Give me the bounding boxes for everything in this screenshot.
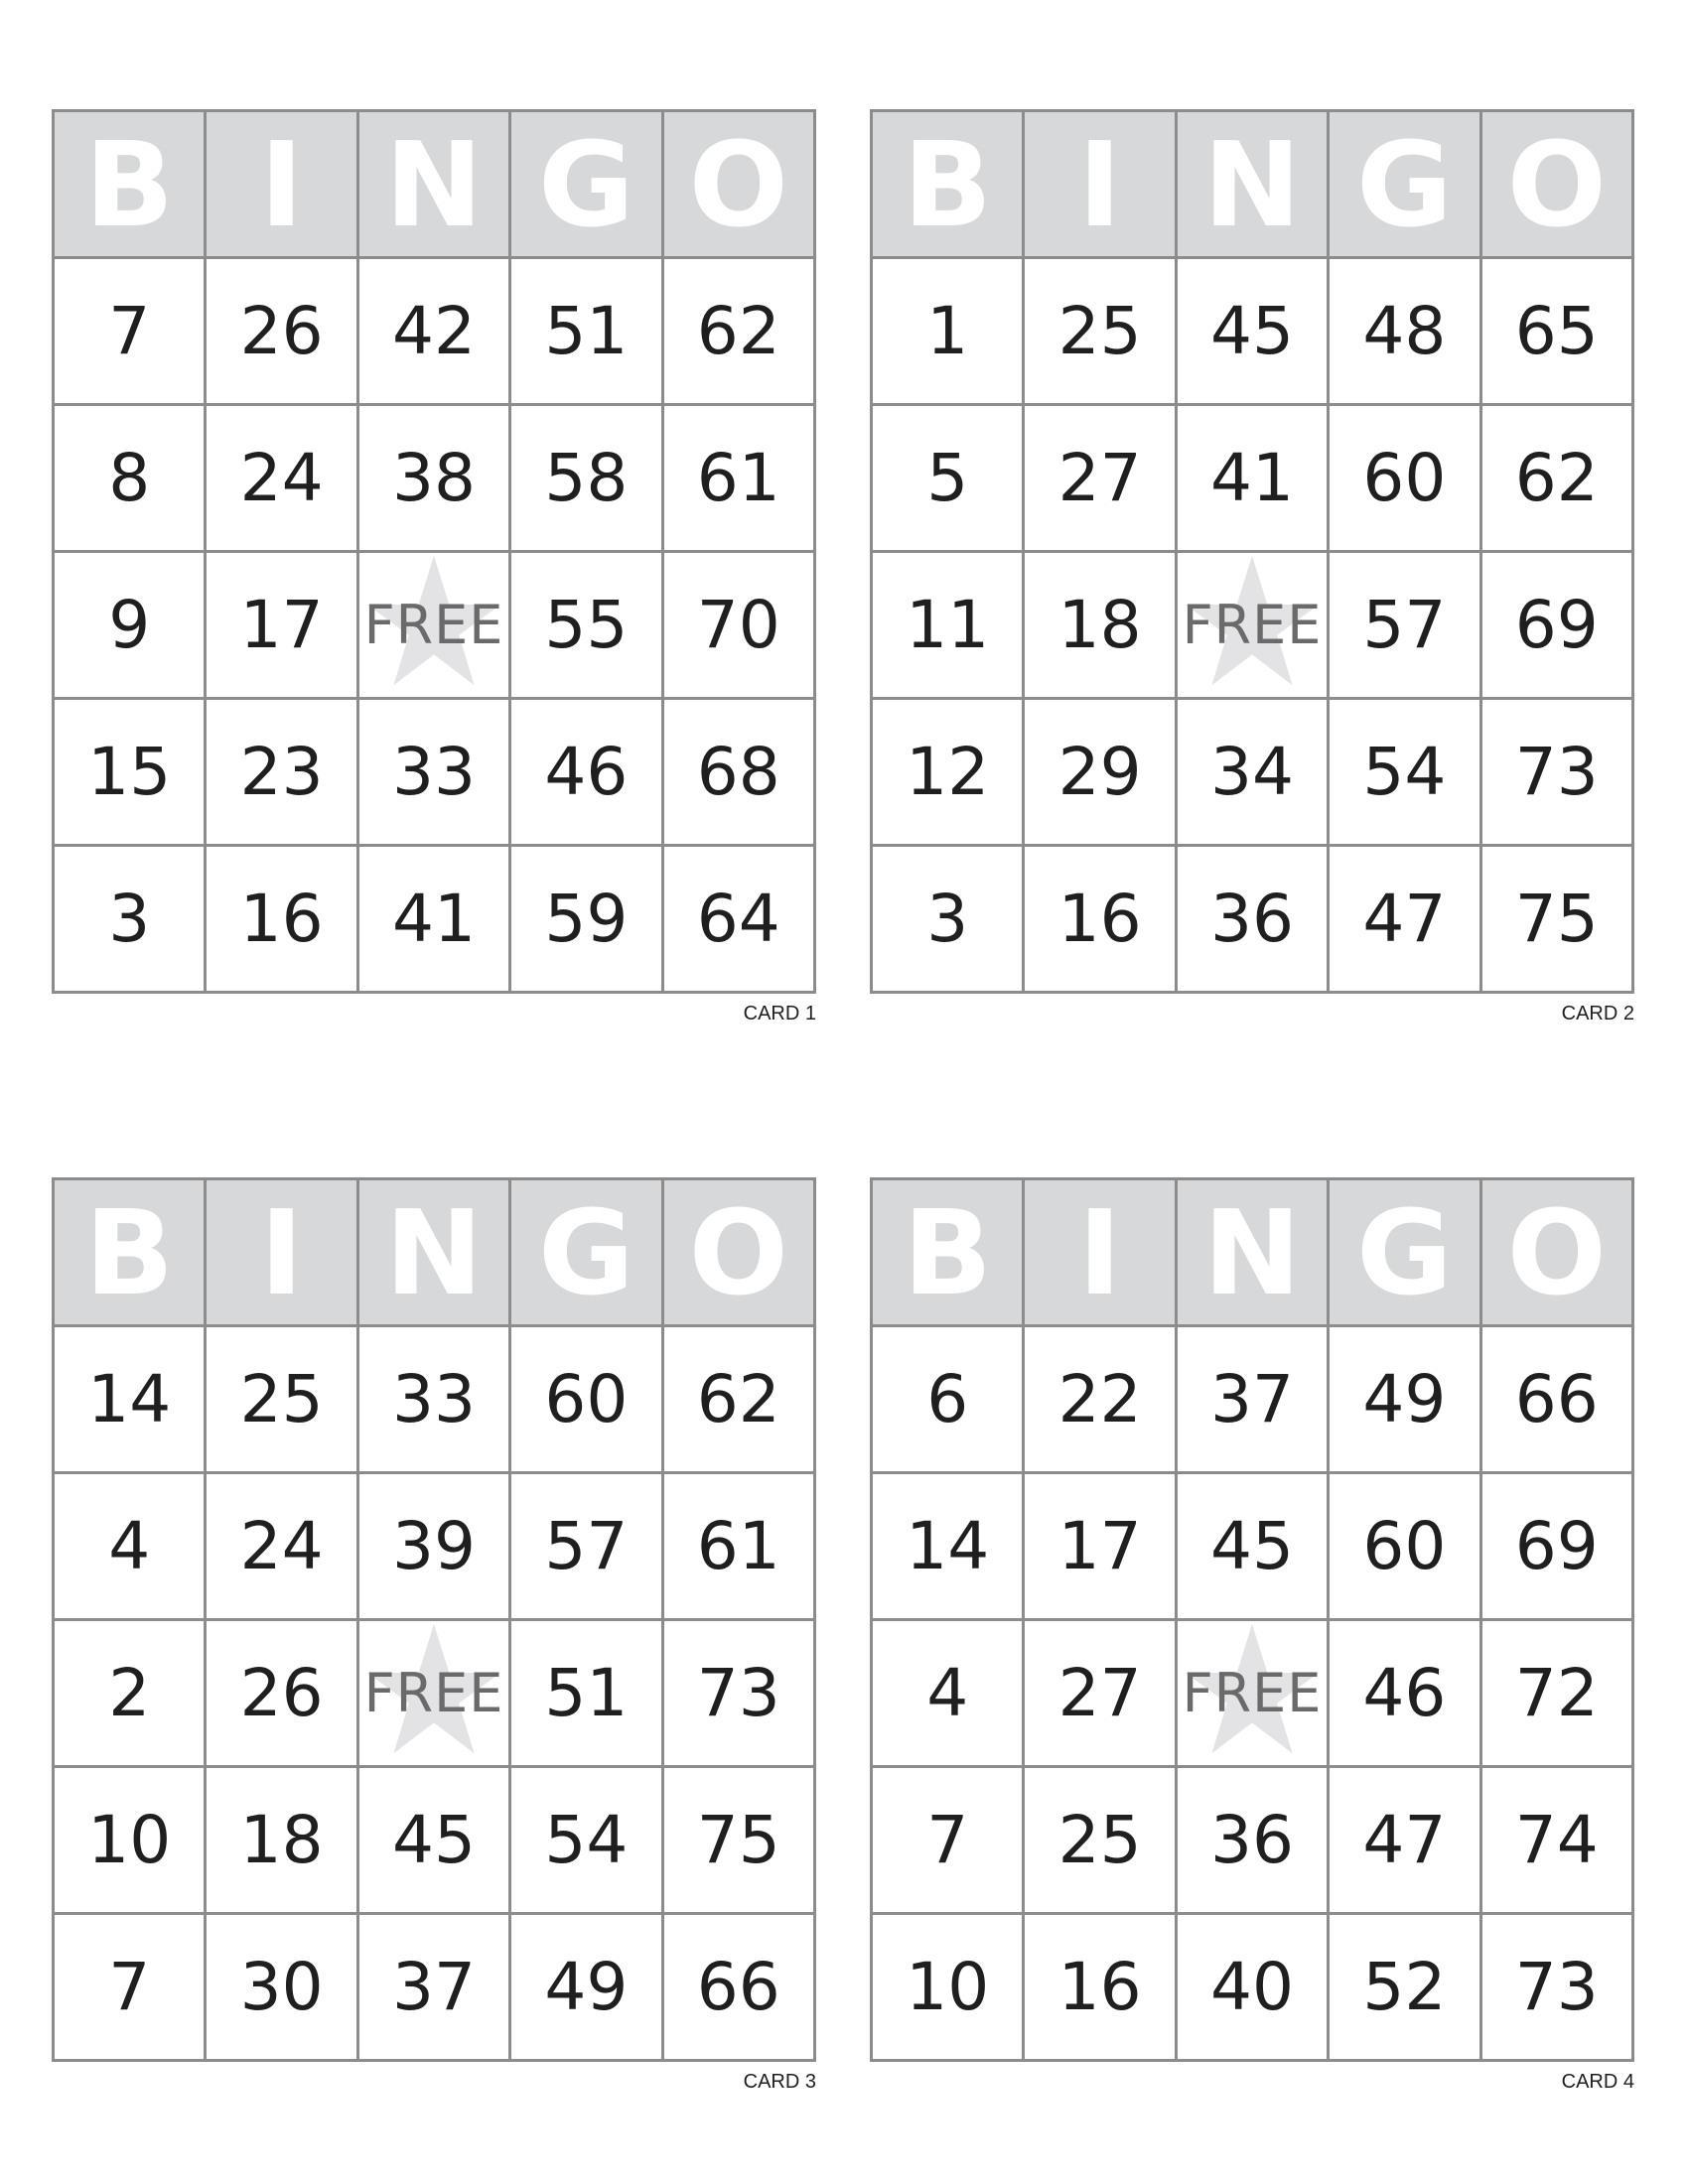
- number-cell: 46: [1330, 1621, 1481, 1768]
- free-space: [1178, 553, 1330, 700]
- header-letter: O: [1482, 1180, 1634, 1327]
- number-cell: 62: [664, 1327, 816, 1474]
- number-cell: 42: [359, 259, 511, 406]
- number-cell: 52: [1330, 1915, 1481, 2062]
- number-cell: 25: [1025, 259, 1177, 406]
- bingo-grid: [870, 109, 1634, 994]
- card-label: CARD 3: [743, 2071, 816, 2093]
- number-cell: 6: [873, 1327, 1025, 1474]
- bingo-grid: [870, 1177, 1634, 2062]
- free-space: [359, 1621, 511, 1768]
- header-letter: B: [873, 112, 1025, 259]
- bingo-card: [870, 1177, 1634, 2093]
- number-cell: 45: [1178, 259, 1330, 406]
- number-cell: 17: [1025, 1474, 1177, 1621]
- bingo-card: [870, 109, 1634, 1024]
- card-label: CARD 2: [1561, 1003, 1634, 1024]
- header-letter: O: [664, 112, 816, 259]
- number-cell: 62: [1482, 406, 1634, 553]
- number-cell: 64: [664, 847, 816, 994]
- bingo-grid: [52, 109, 816, 994]
- number-cell: 46: [511, 700, 663, 847]
- header-letter: G: [511, 1180, 663, 1327]
- free-space: [1178, 1621, 1330, 1768]
- free-label: FREE: [1182, 594, 1323, 656]
- number-cell: 12: [873, 700, 1025, 847]
- number-cell: 38: [359, 406, 511, 553]
- header-letter: N: [359, 1180, 511, 1327]
- number-cell: 10: [873, 1915, 1025, 2062]
- number-cell: 51: [511, 1621, 663, 1768]
- number-cell: 25: [207, 1327, 358, 1474]
- number-cell: 62: [664, 259, 816, 406]
- number-cell: 8: [55, 406, 207, 553]
- header-letter: I: [207, 112, 358, 259]
- number-cell: 15: [55, 700, 207, 847]
- number-cell: 47: [1330, 847, 1481, 994]
- number-cell: 49: [511, 1915, 663, 2062]
- number-cell: 7: [55, 1915, 207, 2062]
- number-cell: 29: [1025, 700, 1177, 847]
- number-cell: 73: [1482, 1915, 1634, 2062]
- number-cell: 37: [359, 1915, 511, 2062]
- header-letter: B: [55, 1180, 207, 1327]
- number-cell: 2: [55, 1621, 207, 1768]
- number-cell: 5: [873, 406, 1025, 553]
- number-cell: 47: [1330, 1768, 1481, 1915]
- header-letter: O: [664, 1180, 816, 1327]
- number-cell: 17: [207, 553, 358, 700]
- number-cell: 18: [1025, 553, 1177, 700]
- number-cell: 36: [1178, 1768, 1330, 1915]
- number-cell: 60: [1330, 1474, 1481, 1621]
- number-cell: 66: [664, 1915, 816, 2062]
- number-cell: 68: [664, 700, 816, 847]
- header-letter: N: [359, 112, 511, 259]
- number-cell: 14: [55, 1327, 207, 1474]
- number-cell: 70: [664, 553, 816, 700]
- card-label: CARD 4: [1561, 2071, 1634, 2093]
- number-cell: 73: [1482, 700, 1634, 847]
- number-cell: 41: [359, 847, 511, 994]
- number-cell: 60: [1330, 406, 1481, 553]
- number-cell: 57: [511, 1474, 663, 1621]
- number-cell: 45: [359, 1768, 511, 1915]
- number-cell: 45: [1178, 1474, 1330, 1621]
- number-cell: 51: [511, 259, 663, 406]
- number-cell: 26: [207, 1621, 358, 1768]
- number-cell: 72: [1482, 1621, 1634, 1768]
- number-cell: 26: [207, 259, 358, 406]
- header-letter: B: [55, 112, 207, 259]
- number-cell: 24: [207, 1474, 358, 1621]
- number-cell: 18: [207, 1768, 358, 1915]
- number-cell: 4: [873, 1621, 1025, 1768]
- number-cell: 54: [1330, 700, 1481, 847]
- number-cell: 59: [511, 847, 663, 994]
- number-cell: 33: [359, 1327, 511, 1474]
- number-cell: 36: [1178, 847, 1330, 994]
- number-cell: 27: [1025, 406, 1177, 553]
- header-letter: I: [1025, 112, 1177, 259]
- number-cell: 3: [55, 847, 207, 994]
- bingo-grid: [52, 1177, 816, 2062]
- header-letter: G: [1330, 112, 1481, 259]
- number-cell: 57: [1330, 553, 1481, 700]
- free-label: FREE: [1182, 1662, 1323, 1724]
- number-cell: 39: [359, 1474, 511, 1621]
- number-cell: 69: [1482, 1474, 1634, 1621]
- number-cell: 34: [1178, 700, 1330, 847]
- number-cell: 22: [1025, 1327, 1177, 1474]
- number-cell: 25: [1025, 1768, 1177, 1915]
- bingo-card: [52, 1177, 816, 2093]
- number-cell: 66: [1482, 1327, 1634, 1474]
- header-letter: G: [1330, 1180, 1481, 1327]
- number-cell: 27: [1025, 1621, 1177, 1768]
- number-cell: 14: [873, 1474, 1025, 1621]
- number-cell: 24: [207, 406, 358, 553]
- number-cell: 7: [55, 259, 207, 406]
- number-cell: 3: [873, 847, 1025, 994]
- number-cell: 11: [873, 553, 1025, 700]
- header-letter: G: [511, 112, 663, 259]
- number-cell: 73: [664, 1621, 816, 1768]
- number-cell: 1: [873, 259, 1025, 406]
- number-cell: 37: [1178, 1327, 1330, 1474]
- number-cell: 60: [511, 1327, 663, 1474]
- number-cell: 58: [511, 406, 663, 553]
- header-letter: B: [873, 1180, 1025, 1327]
- header-letter: N: [1178, 112, 1330, 259]
- number-cell: 55: [511, 553, 663, 700]
- number-cell: 69: [1482, 553, 1634, 700]
- number-cell: 61: [664, 406, 816, 553]
- number-cell: 16: [207, 847, 358, 994]
- number-cell: 65: [1482, 259, 1634, 406]
- free-space: [359, 553, 511, 700]
- number-cell: 7: [873, 1768, 1025, 1915]
- free-label: FREE: [363, 594, 504, 656]
- number-cell: 48: [1330, 259, 1481, 406]
- number-cell: 33: [359, 700, 511, 847]
- number-cell: 16: [1025, 1915, 1177, 2062]
- number-cell: 74: [1482, 1768, 1634, 1915]
- number-cell: 41: [1178, 406, 1330, 553]
- number-cell: 10: [55, 1768, 207, 1915]
- header-letter: O: [1482, 112, 1634, 259]
- number-cell: 40: [1178, 1915, 1330, 2062]
- bingo-card: [52, 109, 816, 1024]
- number-cell: 75: [664, 1768, 816, 1915]
- header-letter: I: [207, 1180, 358, 1327]
- number-cell: 49: [1330, 1327, 1481, 1474]
- free-label: FREE: [363, 1662, 504, 1724]
- card-label: CARD 1: [743, 1003, 816, 1024]
- number-cell: 54: [511, 1768, 663, 1915]
- number-cell: 9: [55, 553, 207, 700]
- number-cell: 30: [207, 1915, 358, 2062]
- header-letter: N: [1178, 1180, 1330, 1327]
- number-cell: 75: [1482, 847, 1634, 994]
- number-cell: 16: [1025, 847, 1177, 994]
- number-cell: 61: [664, 1474, 816, 1621]
- number-cell: 4: [55, 1474, 207, 1621]
- header-letter: I: [1025, 1180, 1177, 1327]
- number-cell: 23: [207, 700, 358, 847]
